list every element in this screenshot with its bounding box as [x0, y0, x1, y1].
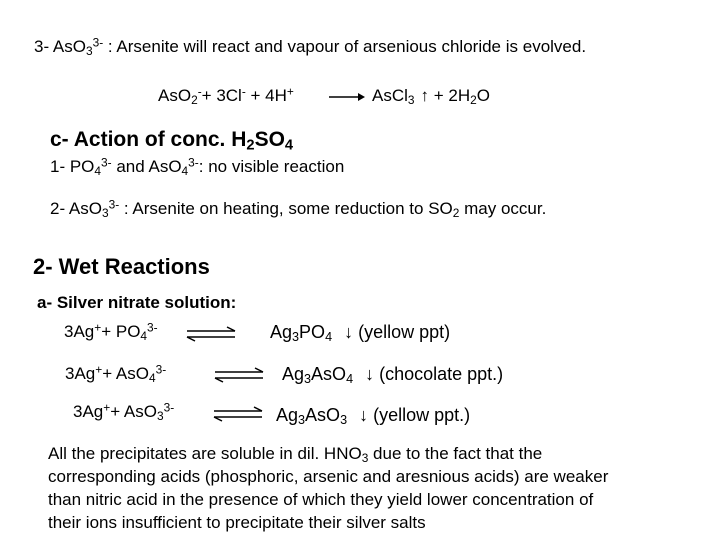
charge: 3-	[188, 155, 199, 170]
charge: -	[241, 84, 246, 99]
text: SO	[254, 128, 285, 151]
text: + AsO	[102, 364, 149, 383]
paragraph-line: than nitric acid in the presence of which they yield lower concentration of	[48, 490, 594, 509]
arsenite-statement	[34, 37, 586, 57]
subscript: 3	[407, 92, 415, 107]
text: 3- As	[34, 37, 73, 56]
charge: 3-	[155, 362, 167, 377]
charge: +	[95, 362, 103, 377]
subscript: 4	[140, 328, 148, 343]
charge: +	[103, 400, 111, 415]
charge: +	[94, 320, 102, 335]
text: Ag	[276, 405, 299, 425]
paragraph-line: corresponding acids (phosphoric, arsenic and aresnious acids) are weaker	[48, 467, 609, 486]
text: All the precipitates are soluble in dil. HNO	[48, 444, 362, 463]
reaction2-rhs	[282, 364, 503, 385]
reaction3-rhs	[276, 405, 470, 426]
text: AsO	[311, 364, 347, 384]
reaction3-lhs	[73, 402, 174, 422]
equation-lhs	[158, 86, 294, 106]
c1-line	[50, 157, 344, 177]
subscript: 2	[470, 92, 477, 107]
charge: 3-	[147, 320, 158, 335]
subscript: 2	[191, 92, 198, 107]
equilibrium-arrow-icon	[185, 326, 237, 342]
text: (yellow ppt.)	[368, 405, 471, 425]
text: + PO	[101, 322, 141, 341]
text: Ag	[282, 364, 305, 384]
text: 2- AsO	[50, 199, 102, 218]
equilibrium-arrow-icon	[213, 367, 265, 383]
charge: +	[286, 84, 294, 99]
charge: 3-	[101, 155, 112, 170]
subscript: 3	[298, 413, 306, 428]
subscript: 3	[304, 372, 312, 387]
text: 1- PO	[50, 157, 95, 176]
text: may occur.	[459, 199, 547, 218]
subscript: 3	[101, 205, 109, 220]
charge: 3-	[92, 35, 104, 50]
text: O	[72, 37, 86, 56]
text: AsCl	[372, 86, 408, 105]
subscript: 4	[181, 163, 189, 178]
text: due to the fact that the	[368, 444, 543, 463]
reaction2-lhs	[65, 364, 166, 384]
paragraph-line	[48, 442, 712, 465]
text: 3Ag	[65, 364, 96, 383]
subscript: 4	[346, 372, 354, 387]
section-c-heading	[50, 128, 293, 152]
text: : Arsenite on heating, some reduction to SO	[119, 199, 453, 218]
charge: 3-	[163, 400, 175, 415]
text: : no visible reaction	[198, 157, 345, 176]
text: and AsO	[111, 157, 182, 176]
gas-up-arrow-icon: ↑	[420, 86, 430, 105]
text: + 2H	[429, 86, 471, 105]
wet-reactions-heading: 2- Wet Reactions	[33, 254, 210, 279]
text: As	[158, 86, 178, 105]
text: (yellow ppt)	[353, 322, 451, 342]
subscript: 3	[361, 450, 369, 465]
text: : Arsenite will react and vapour of arsenious chloride is evolved.	[103, 37, 587, 56]
text: 3Ag	[73, 402, 104, 421]
c2-line	[50, 199, 546, 219]
charge: 3-	[108, 197, 120, 212]
subscript: 3	[292, 330, 300, 345]
subscript: 3	[85, 43, 93, 58]
text: + AsO	[110, 402, 157, 421]
subscript: 2	[246, 137, 255, 154]
text: c- Action of conc. H	[50, 128, 247, 151]
charge: -	[197, 84, 202, 99]
reaction1-lhs	[64, 322, 158, 342]
subscript: 2	[452, 205, 460, 220]
text: Ag	[270, 322, 293, 342]
subscript: 4	[148, 370, 156, 385]
precipitate-down-arrow-icon: ↓	[344, 322, 354, 342]
text: 3Ag	[64, 322, 95, 341]
precipitate-down-arrow-icon: ↓	[359, 405, 369, 425]
silver-nitrate-heading: a- Silver nitrate solution:	[37, 293, 237, 312]
text: PO	[299, 322, 326, 342]
paragraph-line: their ions insufficient to precipitate their silver salts	[48, 513, 426, 532]
subscript: 4	[94, 163, 102, 178]
text: + 3Cl	[201, 86, 242, 105]
equilibrium-arrow-icon	[212, 406, 264, 422]
equation-rhs	[372, 86, 490, 106]
text: (chocolate ppt.)	[374, 364, 504, 384]
solubility-paragraph	[48, 442, 712, 534]
reaction1-rhs	[270, 322, 450, 343]
reaction-arrow-icon	[328, 90, 366, 104]
subscript: 3	[156, 408, 164, 423]
text: + 4H	[245, 86, 287, 105]
text: O	[476, 86, 490, 105]
subscript: 3	[340, 413, 348, 428]
text: O	[177, 86, 192, 105]
subscript: 4	[284, 137, 294, 154]
subscript: 4	[325, 330, 333, 345]
precipitate-down-arrow-icon: ↓	[365, 364, 375, 384]
text: AsO	[305, 405, 341, 425]
